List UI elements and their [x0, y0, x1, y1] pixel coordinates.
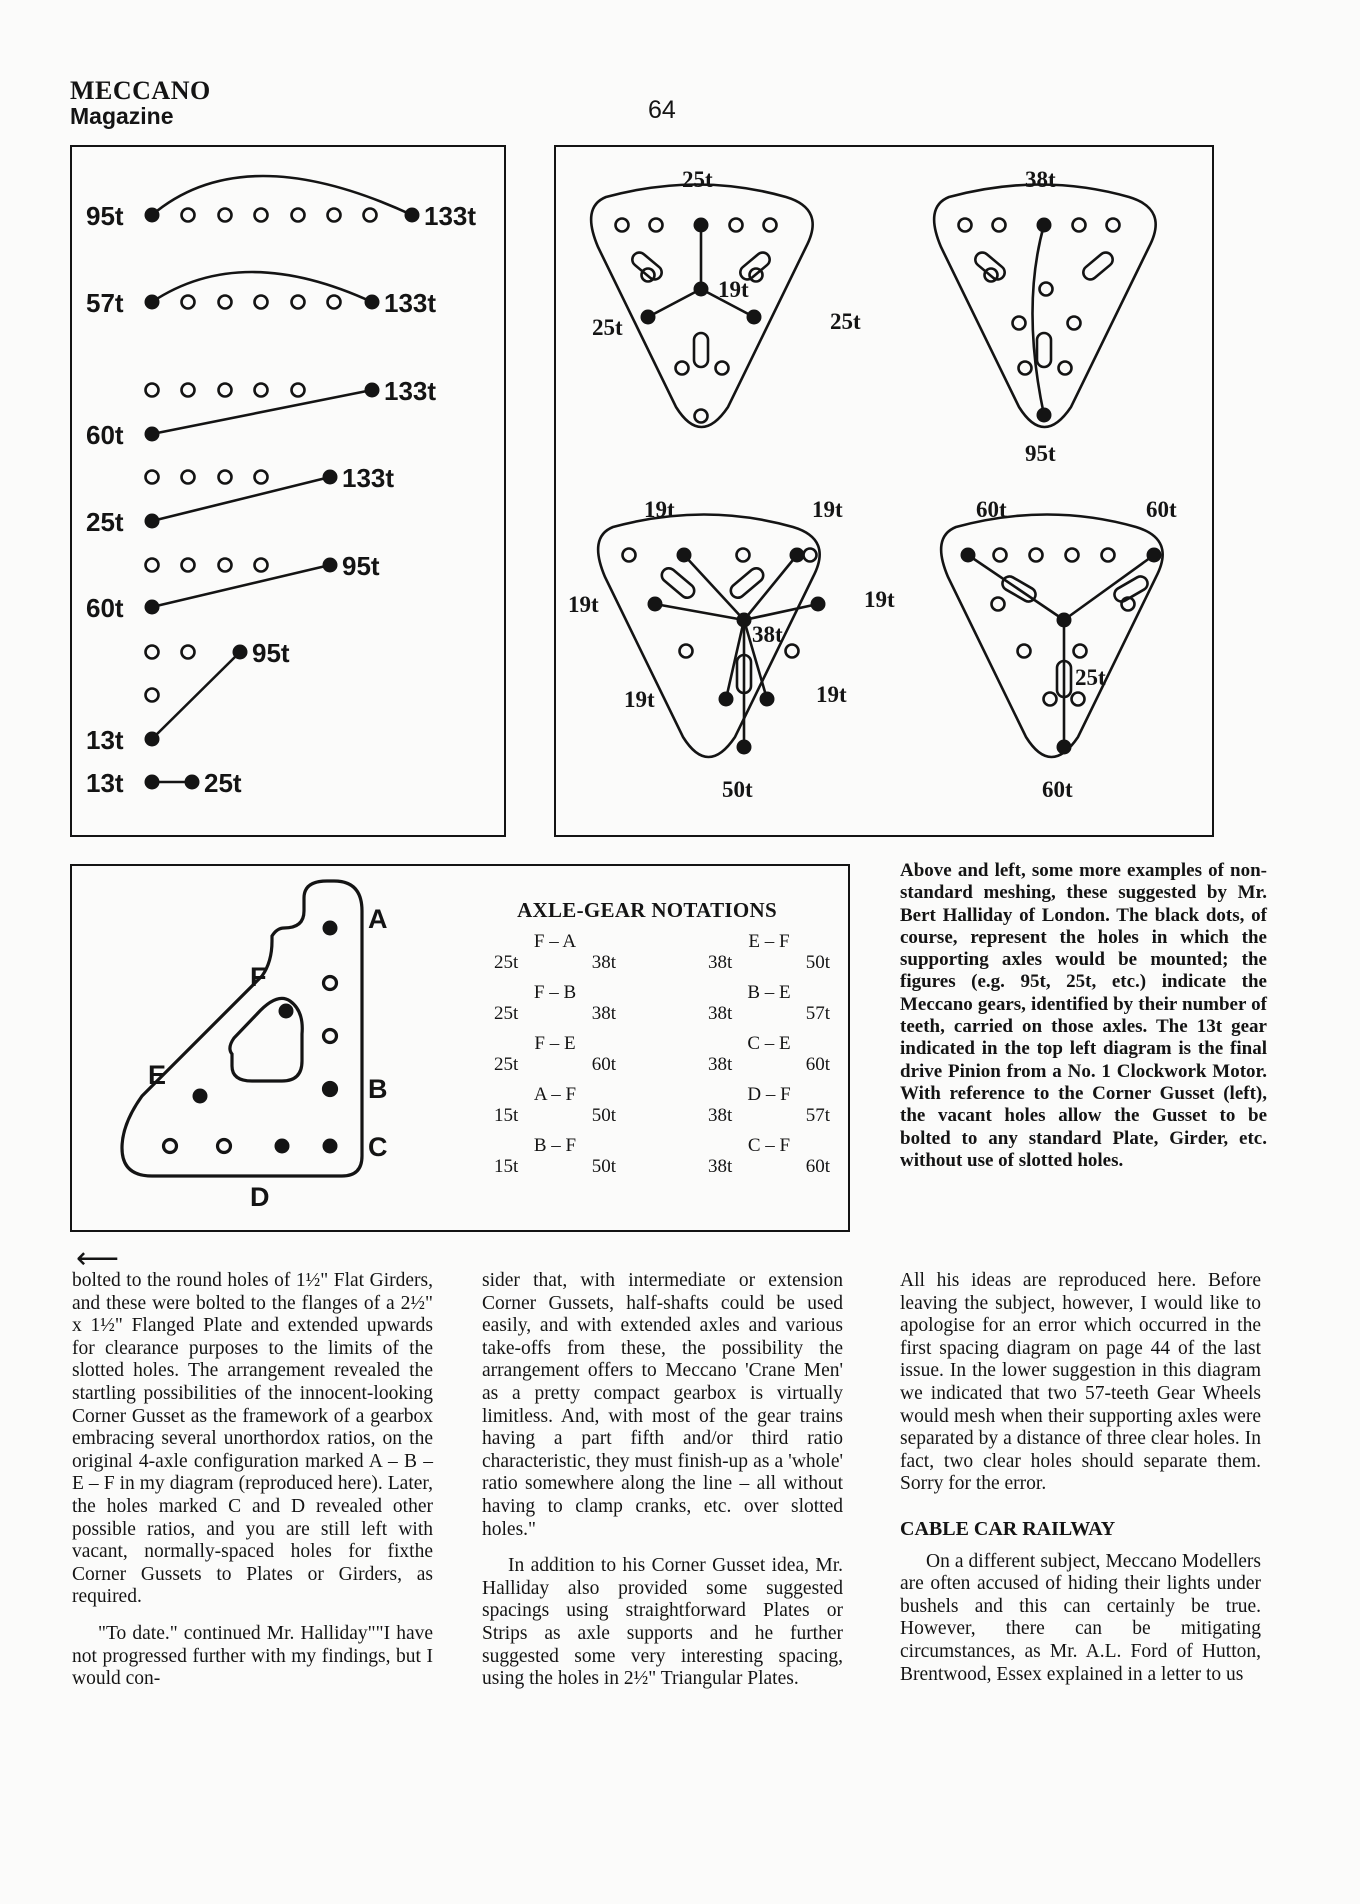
row3-right-label: 133t — [384, 376, 437, 406]
notation-item: D – F 38t 57t — [708, 1084, 830, 1126]
row2-right-label: 133t — [384, 288, 437, 318]
tri3-lower-right-label: 19t — [816, 682, 847, 707]
tri2-bottom-label: 95t — [1025, 441, 1056, 466]
tri4-bottom-label: 60t — [1042, 777, 1073, 802]
page-number: 64 — [648, 96, 676, 124]
tri1-top-label: 25t — [682, 167, 713, 192]
article-column-2 — [482, 1270, 843, 1691]
tri1-centre-label: 19t — [718, 277, 749, 302]
tri4-centre-label: 25t — [1075, 665, 1106, 690]
paragraph: On a different subject, Meccano Modellers are often accused of hiding their lights under bushels and this can certainly be true. However, there can be mitigating circumstances, as Mr. A.L. Ford of Hutton, Brentwood, Essex explained in a letter to us — [900, 1550, 1261, 1685]
notation-item: C – E 38t 60t — [708, 1033, 830, 1075]
paragraph: In addition to his Corner Gusset idea, Mr. Halliday also provided some suggested spacings using straightforward Plates or Strips as axle supports and he further suggested some very interesting spacing, using the holes in 2½" Triangular Plates. — [482, 1555, 843, 1690]
row7-right-label: 25t — [204, 768, 242, 798]
gusset-label-f: F — [250, 962, 267, 992]
tri3-bottom-label: 50t — [722, 777, 753, 802]
axle-gear-notations — [440, 898, 854, 1186]
tri2-top-label: 38t — [1025, 167, 1056, 192]
gusset-label-d: D — [250, 1182, 270, 1212]
triangle-plates-diagram — [556, 147, 1211, 834]
figure-caption: Above and left, some more examples of non-standard meshing, these suggested by Mr. Bert Halliday of London. The black dots, of course, represent the holes in which the supporting axles would be mounted; the figures (e.g. 95t, 25t, etc.) indicate the Meccano gears, identified by their number of teeth, carried on those axles. The 13t gear indicated in the top left diagram is the final drive Pinion from a No. 1 Clockwork Motor. With reference to the Corner Gusset (left), the vacant holes allow the Gusset to be bolted to any standard Plate, Girder, etc. without use of slotted holes. — [900, 860, 1267, 1171]
notation-item: E – F 38t 50t — [708, 931, 830, 973]
tri3-right-label: 19t — [864, 587, 895, 612]
article-column-3 — [900, 1270, 1261, 1686]
triangle-plates-figure — [554, 145, 1214, 837]
notation-item: C – F 38t 60t — [708, 1135, 830, 1177]
section-heading: CABLE CAR RAILWAY — [900, 1517, 1116, 1540]
row6-right-label: 95t — [252, 638, 290, 668]
notations-title: AXLE-GEAR NOTATIONS — [517, 898, 777, 922]
notation-item: B – F 15t 50t — [494, 1135, 616, 1177]
tri3-top-right-label: 19t — [812, 497, 843, 522]
row5-right-label: 95t — [342, 551, 380, 581]
row1-right-label: 133t — [424, 201, 477, 231]
notations-left-column — [480, 931, 630, 1186]
notation-item: F – B 25t 38t — [494, 982, 616, 1024]
notation-item: A – F 15t 50t — [494, 1084, 616, 1126]
notation-item: F – E 25t 60t — [494, 1033, 616, 1075]
corner-gusset-diagram — [72, 866, 472, 1229]
left-arrow-icon: ⟵ — [76, 1241, 120, 1276]
tri4-top-right-label: 60t — [1146, 497, 1177, 522]
row2-left-label: 57t — [86, 288, 124, 318]
notations-right-column — [694, 931, 844, 1186]
paragraph: "To date." continued Mr. Halliday""I have not progressed further with my findings, but I would con- — [72, 1622, 433, 1690]
notation-item: B – E 38t 57t — [708, 982, 830, 1024]
tri4-top-left-label: 60t — [976, 497, 1007, 522]
tri3-centre-label: 38t — [752, 622, 783, 647]
gusset-label-c: C — [368, 1132, 388, 1162]
row1-left-label: 95t — [86, 201, 124, 231]
paragraph: bolted to the round holes of 1½" Flat Girders, and these were bolted to the flanges of a 2½" x 1½" Flanged Plate and extended upwards for clearance purposes to the limits of the slotted holes. The arrangement revealed the startling possibilities of the innocent-looking Corner Gusset as the framework of a gearbox embracing several unorthordox ratios, on the original 4-axle configuration marked A – B – E – F in my diagram (reproduced here). Later, the holes marked C and D revealed other possible ratios, and you are still left with vacant, normally-spaced holes for fixthe Corner Gussets to Plates or Girders, as required. — [72, 1270, 433, 1608]
tri1-right-label: 25t — [830, 309, 861, 334]
gusset-label-b: B — [368, 1074, 388, 1104]
row7-left-label: 13t — [86, 768, 124, 798]
spacing-diagram — [72, 147, 503, 834]
row6-left-label: 13t — [86, 725, 124, 755]
masthead-subtitle: Magazine — [70, 103, 174, 129]
paragraph: sider that, with intermediate or extension Corner Gussets, half-shafts could be used easily, and with extended axles and various take-offs from these, the possibility the arrangement offers to Meccano 'Crane Men' as a pretty compact gearbox is virtually limitless. And, with most of the gear trains having a part fifth and/or third ratio characteristic, they must finish-up as a 'whole' ratio somewhere along the line – all without having to clamp cranks, etc. over slotted holes." — [482, 1270, 843, 1540]
spacing-figure — [70, 145, 506, 837]
tri1-left-label: 25t — [592, 315, 623, 340]
gusset-label-e: E — [148, 1060, 167, 1090]
article-column-1 — [72, 1270, 433, 1691]
notation-item: F – A 25t 38t — [494, 931, 616, 973]
row4-left-label: 25t — [86, 507, 124, 537]
gusset-label-a: A — [368, 904, 388, 934]
tri3-lower-left-label: 19t — [624, 687, 655, 712]
tri3-left-label: 19t — [568, 592, 599, 617]
masthead — [70, 78, 211, 128]
row4-right-label: 133t — [342, 463, 395, 493]
masthead-title: MECCANO — [70, 76, 211, 105]
row5-left-label: 60t — [86, 593, 124, 623]
paragraph: All his ideas are reproduced here. Before leaving the subject, however, I would like to apologise for an error which occurred in the first spacing diagram on page 44 of the last issue. In the lower suggestion in this diagram we indicated that two 57-teeth Gear Wheels would mesh when their supporting axles were separated by a distance of three clear holes. In fact, two clear holes should separate them. Sorry for the error. — [900, 1270, 1261, 1495]
row3-left-label: 60t — [86, 420, 124, 450]
tri3-top-left-label: 19t — [644, 497, 675, 522]
